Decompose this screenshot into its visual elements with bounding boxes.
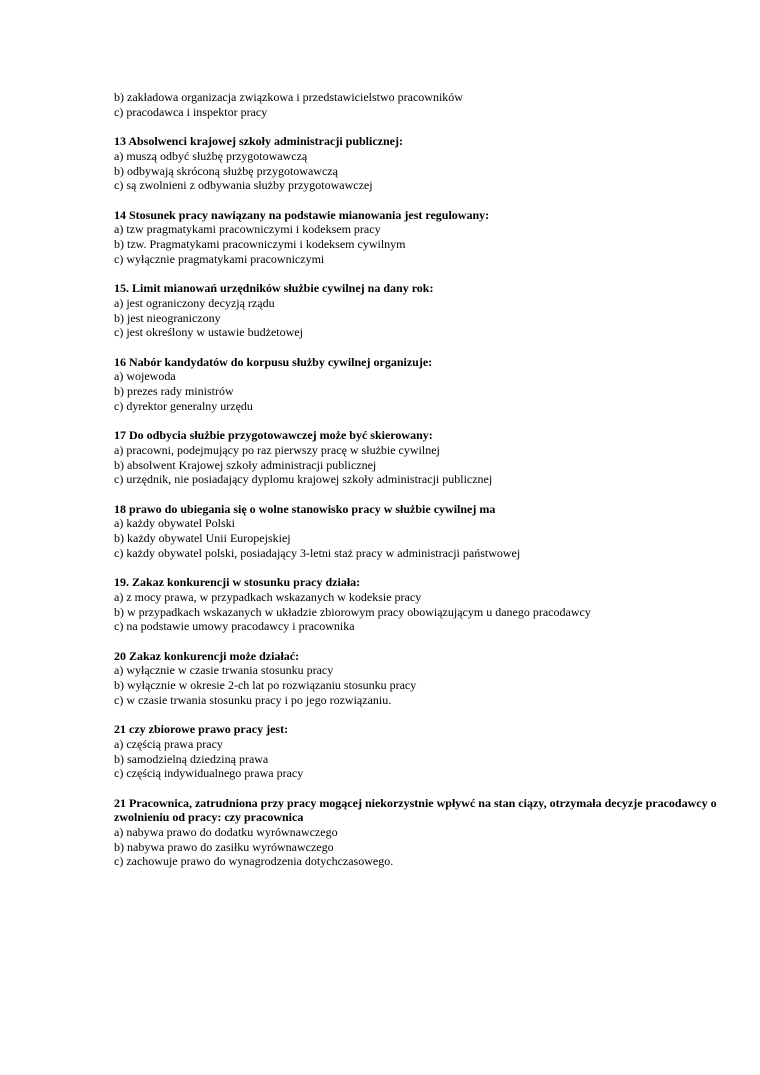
answer-line: c) dyrektor generalny urzędu: [114, 398, 253, 413]
question-block: [114, 208, 734, 267]
answer-line: b) każdy obywatel Unii Europejskiej: [114, 531, 291, 545]
answer-line: b) prezes rady ministrów: [114, 384, 234, 398]
question-title: 21 Pracownica, zatrudniona przy pracy mogącej niekorzystnie wpływć na stan ciązy, otrzymała decyzje pracodawcy o zwolnieniu od pracy: czy pracownica: [114, 795, 717, 825]
answer-line: c) wyłącznie pragmatykami pracowniczymi: [114, 251, 325, 266]
question-title: 16 Nabór kandydatów do korpusu służby cywilnej organizuje:: [114, 354, 433, 369]
answer-line: a) pracowni, podejmujący po raz pierwszy pracę w służbie cywilnej: [114, 442, 440, 457]
question-title: 14 Stosunek pracy nawiązany na podstawie mianowania jest regulowany:: [114, 207, 490, 222]
answer-line: c) każdy obywatel polski, posiadający 3-letni staż pracy w administracji państwowej: [114, 545, 521, 560]
question-title: 19. Zakaz konkurencji w stosunku pracy działa:: [114, 575, 361, 590]
answer-line: b) wyłącznie w okresie 2-ch lat po rozwiązaniu stosunku pracy: [114, 678, 417, 692]
answer-line: c) pracodawca i inspektor pracy: [114, 104, 268, 119]
answer-line: b) zakładowa organizacja związkowa i przedstawicielstwo pracowników: [114, 90, 463, 104]
answer-line: b) w przypadkach wskazanych w układzie zbiorowym pracy obowiązującym u danego pracodawcy: [114, 604, 591, 619]
answer-line: c) są zwolnieni z odbywania służby przygotowawczej: [114, 178, 373, 193]
question-block: [114, 575, 734, 634]
question-title: 15. Limit mianowań urzędników służbie cywilnej na dany rok:: [114, 281, 434, 296]
answer-line: b) odbywają skróconą służbę przygotowawczą: [114, 163, 338, 178]
answer-line: c) częścią indywidualnego prawa pracy: [114, 766, 304, 781]
answer-line: b) samodzielną dziedziną prawa: [114, 751, 269, 766]
question-block: [114, 649, 734, 708]
answer-line: b) absolwent Krajowej szkoły administracji publicznej: [114, 457, 377, 472]
question-block: [114, 281, 734, 340]
answer-line: c) w czasie trwania stosunku pracy i po jego rozwiązaniu.: [114, 692, 392, 707]
answer-line: a) nabywa prawo do dodatku wyrównawczego: [114, 825, 338, 839]
answer-line: a) wyłącznie w czasie trwania stosunku pracy: [114, 663, 334, 678]
document-page: [114, 90, 734, 884]
question-block: [114, 134, 734, 193]
question-title: 13 Absolwenci krajowej szkoły administracji publicznej:: [114, 134, 403, 149]
answer-line: c) urzędnik, nie posiadający dyplomu krajowej szkoły administracji publicznej: [114, 472, 493, 487]
question-title: 17 Do odbycia służbie przygotowawczej może być skierowany:: [114, 428, 433, 443]
question-block: [114, 722, 734, 781]
answer-line: a) każdy obywatel Polski: [114, 516, 235, 531]
question-title: 21 czy zbiorowe prawo pracy jest:: [114, 722, 289, 737]
answer-line: a) z mocy prawa, w przypadkach wskazanych w kodeksie pracy: [114, 589, 422, 604]
answer-line: c) jest określony w ustawie budżetowej: [114, 325, 303, 340]
question-block: [114, 428, 734, 487]
answer-line: a) wojewoda: [114, 369, 176, 384]
question-block: [114, 502, 734, 561]
question-title: 18 prawo do ubiegania się o wolne stanowisko pracy w służbie cywilnej ma: [114, 501, 496, 516]
answer-line: c) zachowuje prawo do wynagrodzenia dotychczasowego.: [114, 854, 394, 869]
answer-line: b) nabywa prawo do zasiłku wyrównawczego: [114, 839, 334, 854]
answer-line: a) jest ograniczony decyzją rządu: [114, 295, 275, 310]
question-block: [114, 796, 734, 870]
question-title: 20 Zakaz konkurencji może działać:: [114, 648, 300, 663]
answer-line: b) jest nieograniczony: [114, 310, 221, 325]
answer-line: a) tzw pragmatykami pracowniczymi i kodeksem pracy: [114, 222, 381, 237]
answer-line: b) tzw. Pragmatykami pracowniczymi i kodeksem cywilnym: [114, 237, 406, 251]
answer-line: a) częścią prawa pracy: [114, 736, 223, 751]
answer-line: a) muszą odbyć służbę przygotowawczą: [114, 148, 308, 163]
intro-block: [114, 90, 734, 119]
answer-line: c) na podstawie umowy pracodawcy i pracownika: [114, 619, 355, 634]
question-block: [114, 355, 734, 414]
